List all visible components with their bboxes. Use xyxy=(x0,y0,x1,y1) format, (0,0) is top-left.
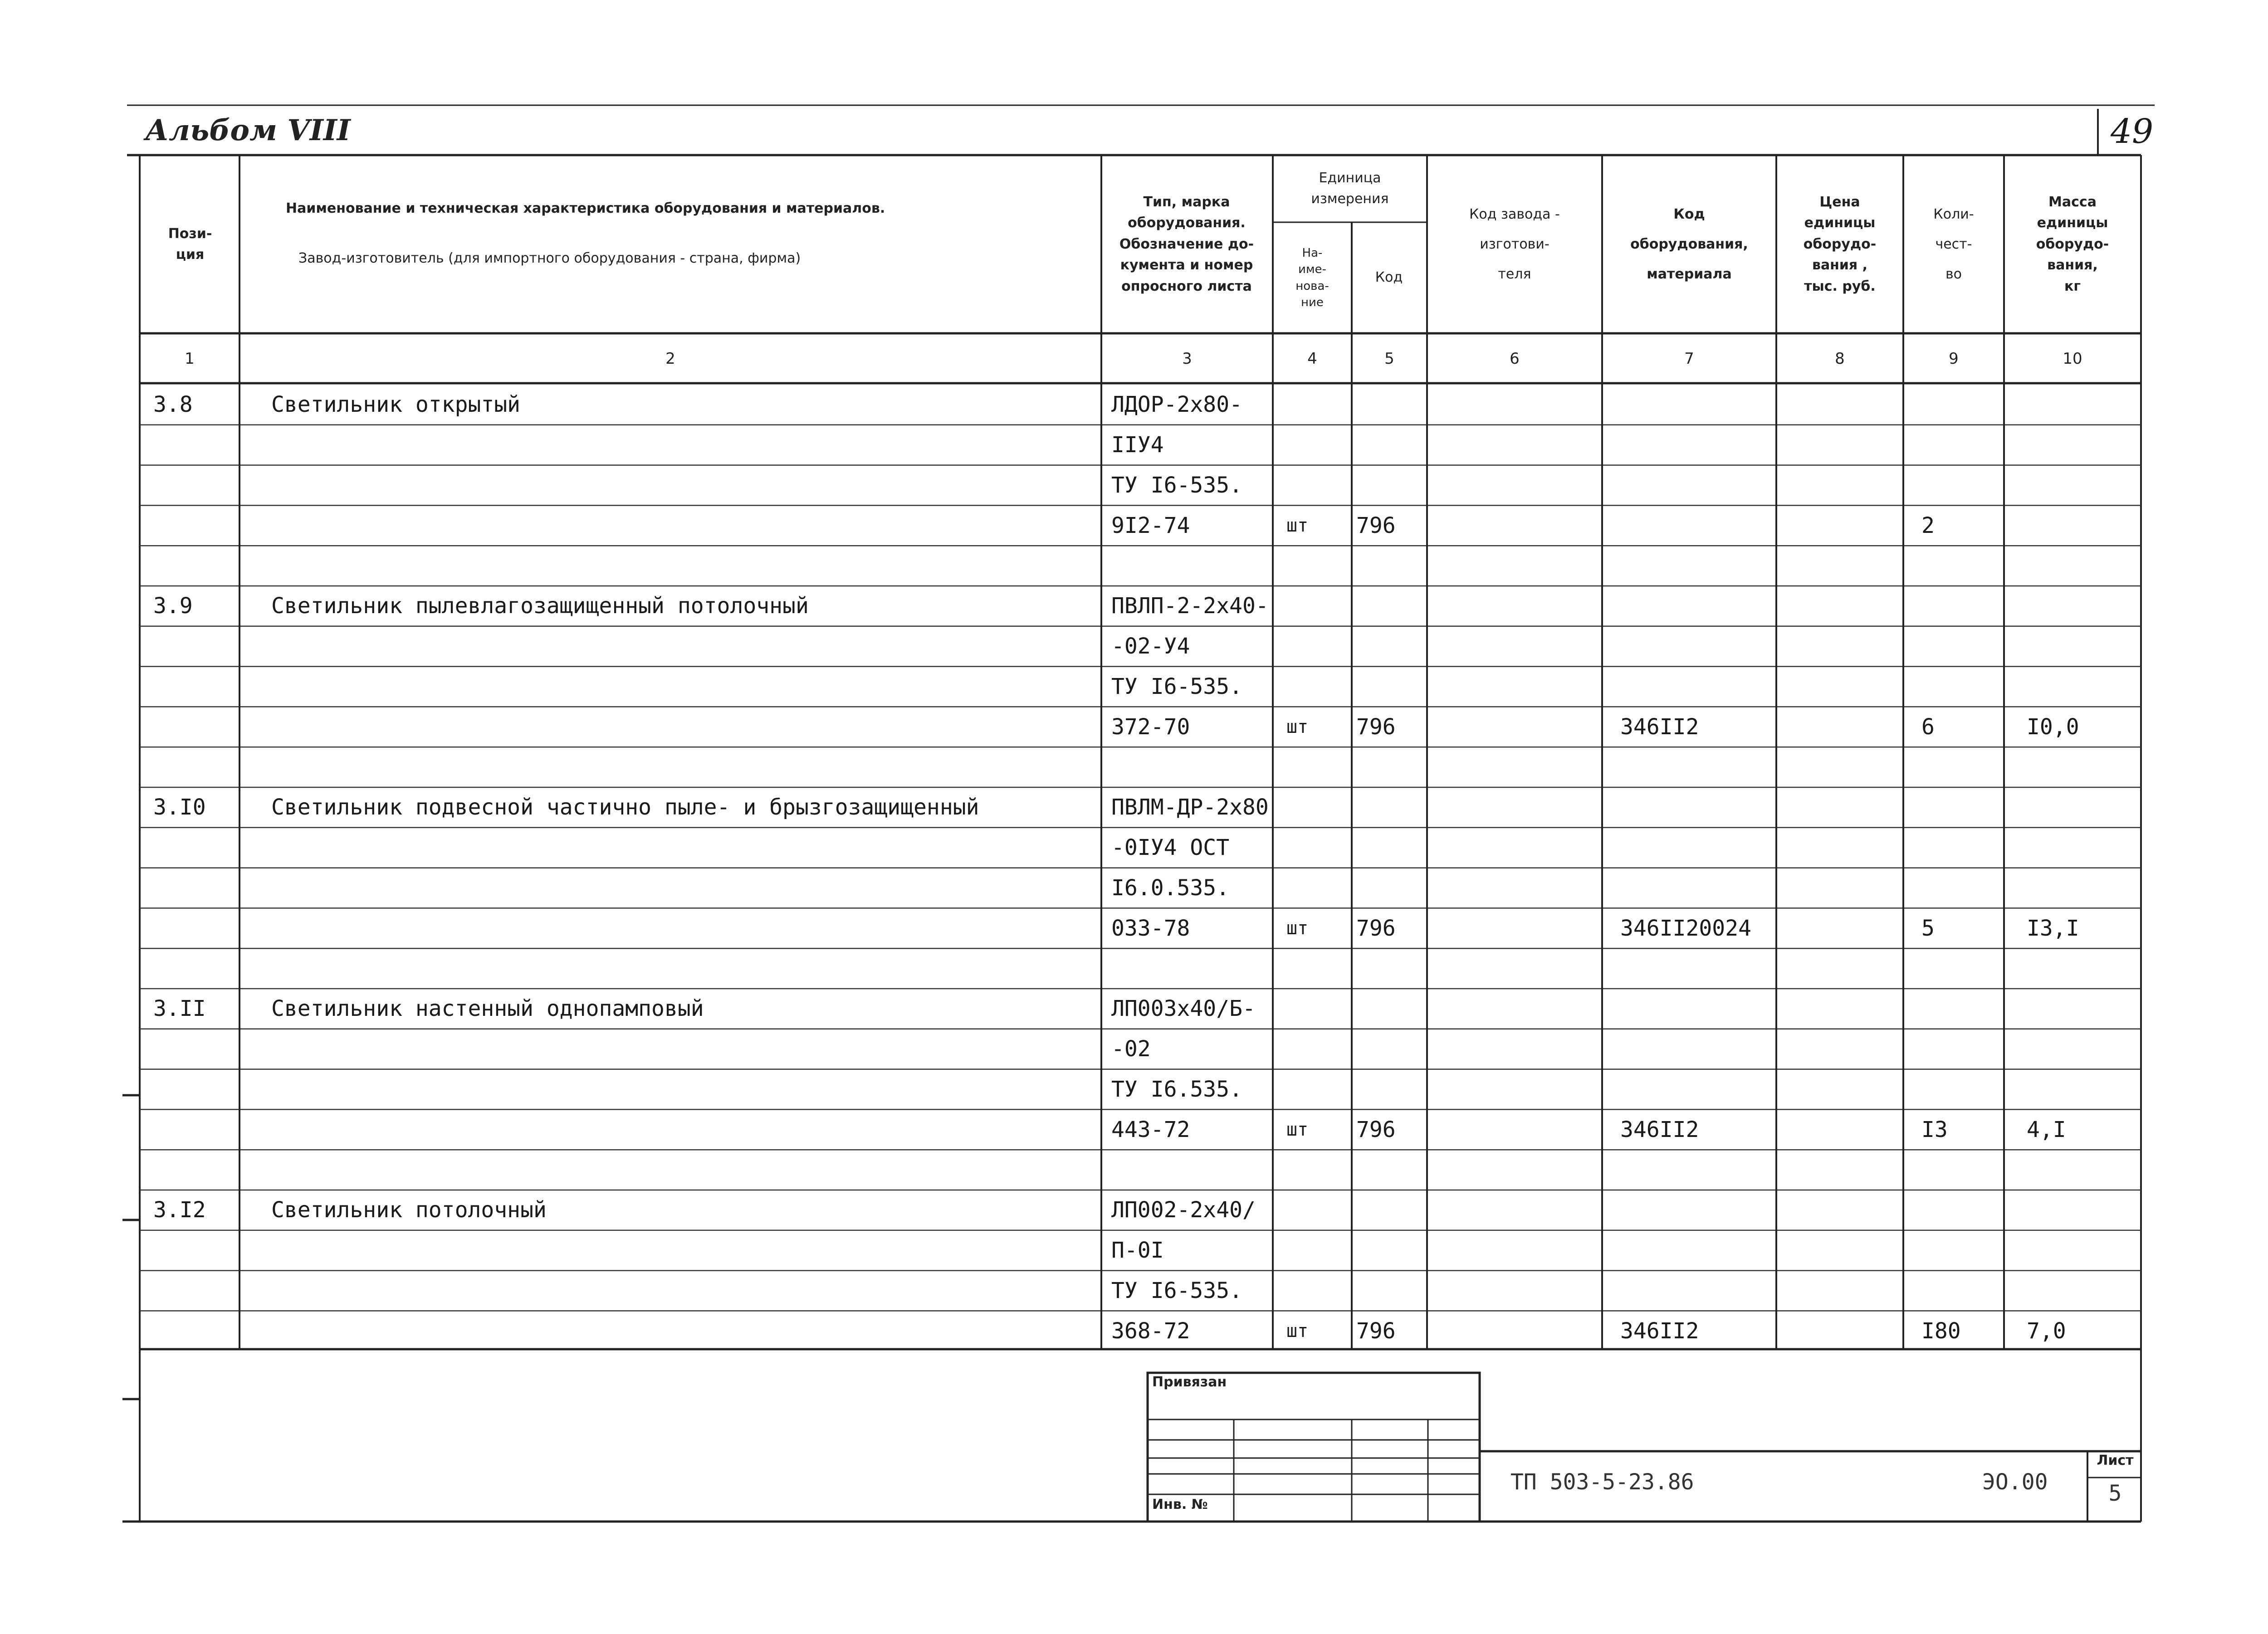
cell-type: ТУ I6-535. xyxy=(1111,673,1242,699)
cell-type: ПВЛП-2-2х40- xyxy=(1111,593,1269,619)
cell-type: ЛП003х40/Б- xyxy=(1111,996,1256,1022)
cell-code: 796 xyxy=(1356,714,1396,740)
column-number: 9 xyxy=(1949,349,1959,368)
cell-type: 372-70 xyxy=(1111,714,1190,740)
cell-code: 796 xyxy=(1356,915,1396,941)
col-header-mass: Масса единицы оборудо- вания, кг xyxy=(2036,194,2109,294)
col-header-quantity: Коли- чест- во xyxy=(1933,206,1974,282)
column-number: 7 xyxy=(1684,349,1694,368)
col-header-name-1: Наименование и техническая характеристика оборудования и материалов. xyxy=(286,200,885,216)
cell-qty: 6 xyxy=(1921,714,1935,740)
cell-mass: I0,0 xyxy=(2027,714,2079,740)
cell-type: 033-78 xyxy=(1111,915,1190,941)
col-header-unit-group: Единица измерения xyxy=(1311,170,1389,207)
cell-mass: 4,I xyxy=(2027,1117,2066,1142)
cell-type: 443-72 xyxy=(1111,1117,1190,1142)
cell-unit: шт xyxy=(1286,917,1309,939)
cell-pos: 3.I2 xyxy=(153,1197,206,1223)
cell-mass: I3,I xyxy=(2027,915,2079,941)
cell-qty: I80 xyxy=(1921,1318,1961,1344)
cell-code: 796 xyxy=(1356,1117,1396,1142)
cell-name: Светильник пылевлагозащищенный потолочный xyxy=(271,593,809,619)
cell-name: Светильник потолочный xyxy=(271,1197,547,1223)
album-title: Альбом VIII xyxy=(145,113,351,147)
cell-unit: шт xyxy=(1286,1119,1309,1140)
column-number: 4 xyxy=(1307,349,1317,368)
page-number: 49 xyxy=(2110,112,2154,151)
cell-pos: 3.II xyxy=(153,996,206,1022)
col-header-equipment-code: Код оборудования, материала xyxy=(1630,206,1748,282)
cell-unit: шт xyxy=(1286,1320,1309,1341)
inventory-label: Инв. № xyxy=(1152,1497,1208,1512)
cell-name: Светильник открытый xyxy=(271,392,521,418)
cell-equip: 346II20024 xyxy=(1620,915,1751,941)
col-header-price: Цена единицы оборудо- вания , тыс. руб. xyxy=(1803,194,1877,294)
sheet-label: Лист xyxy=(2097,1453,2134,1468)
column-number: 5 xyxy=(1384,349,1394,368)
cell-type: ЛП002-2х40/ xyxy=(1111,1197,1256,1223)
col-header-unit-name: На- име- нова- ние xyxy=(1295,246,1329,309)
cell-equip: 346II2 xyxy=(1620,1117,1699,1142)
cell-type: ТУ I6-535. xyxy=(1111,1278,1242,1303)
cell-type: 9I2-74 xyxy=(1111,512,1190,538)
cell-type: ТУ I6.535. xyxy=(1111,1076,1242,1102)
cell-pos: 3.8 xyxy=(153,392,193,418)
column-number: 6 xyxy=(1510,349,1520,368)
cell-type: -0IУ4 ОСТ xyxy=(1111,835,1230,861)
cell-pos: 3.9 xyxy=(153,593,193,619)
section-code: ЭО.00 xyxy=(1982,1469,2048,1495)
col-header-factory-code: Код завода - изготови- теля xyxy=(1469,206,1560,282)
col-header-name-2: Завод-изготовитель (для импортного оборудования - страна, фирма) xyxy=(298,250,801,266)
bound-label: Привязан xyxy=(1152,1374,1227,1390)
cell-unit: шт xyxy=(1286,515,1309,536)
cell-type: ПВЛМ-ДР-2х80 xyxy=(1111,795,1269,820)
column-number: 3 xyxy=(1182,349,1192,368)
cell-mass: 7,0 xyxy=(2027,1318,2066,1344)
cell-qty: 2 xyxy=(1921,512,1935,538)
cell-type: I6.0.535. xyxy=(1111,875,1230,901)
column-number: 2 xyxy=(665,349,675,368)
column-number: 1 xyxy=(185,349,195,368)
cell-type: IIУ4 xyxy=(1111,432,1164,458)
cell-type: ТУ I6-535. xyxy=(1111,472,1242,498)
cell-equip: 346II2 xyxy=(1620,714,1699,740)
cell-unit: шт xyxy=(1286,716,1309,737)
col-header-position: Пози- ция xyxy=(168,225,212,263)
cell-type: П-0I xyxy=(1111,1238,1164,1263)
cell-pos: 3.I0 xyxy=(153,795,206,820)
cell-type: -02 xyxy=(1111,1036,1151,1062)
cell-type: -02-У4 xyxy=(1111,634,1190,659)
cell-code: 796 xyxy=(1356,1318,1396,1344)
document-id: ТП 503-5-23.86 xyxy=(1510,1469,1694,1495)
cell-qty: I3 xyxy=(1921,1117,1948,1142)
cell-type: ЛДОР-2х80- xyxy=(1111,392,1242,418)
column-number: 10 xyxy=(2063,349,2082,368)
column-number: 8 xyxy=(1835,349,1845,368)
cell-qty: 5 xyxy=(1921,915,1935,941)
cell-equip: 346II2 xyxy=(1620,1318,1699,1344)
cell-type: 368-72 xyxy=(1111,1318,1190,1344)
sheet-number: 5 xyxy=(2108,1481,2122,1506)
cell-code: 796 xyxy=(1356,512,1396,538)
col-header-unit-code: Код xyxy=(1375,269,1403,286)
cell-name: Светильник подвесной частично пыле- и брызгозащищенный xyxy=(271,795,979,820)
col-header-type: Тип, марка оборудования. Обозначение до- кумента и номер опросного листа xyxy=(1119,194,1254,294)
cell-name: Светильник настенный однопамповый xyxy=(271,996,704,1022)
